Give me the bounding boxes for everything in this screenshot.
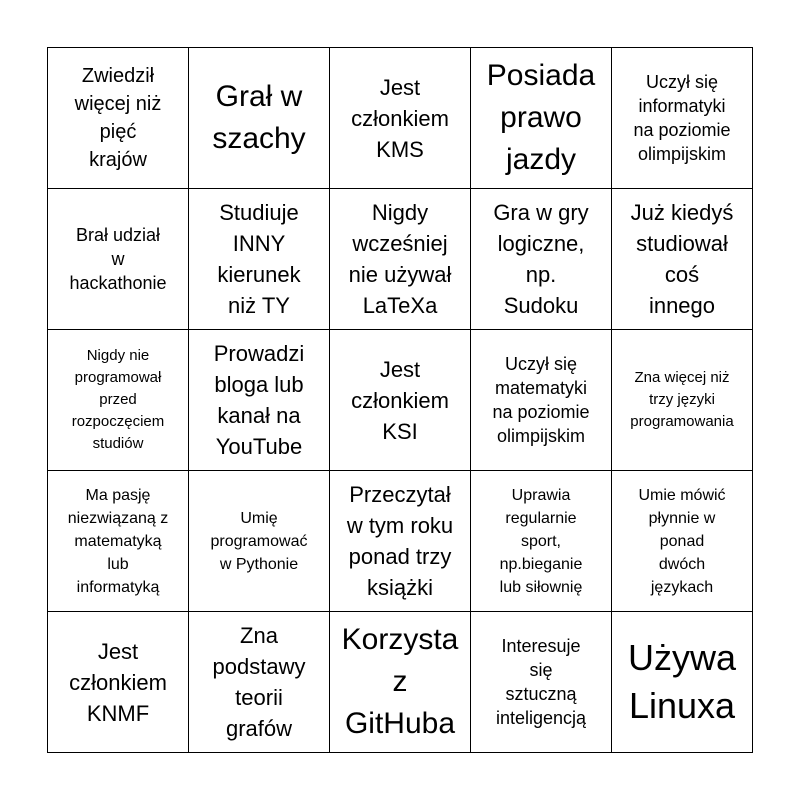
bingo-cell-text: Jest członkiem KSI bbox=[351, 356, 449, 444]
bingo-cell-r2c4[interactable] bbox=[471, 189, 612, 330]
bingo-cell-text: Nigdy nie programował przed rozpoczęciem studiów bbox=[71, 347, 165, 452]
bingo-cell-r1c5[interactable] bbox=[612, 48, 753, 189]
bingo-cell-text: Zwiedził więcej niż pięć krajów bbox=[74, 65, 162, 171]
bingo-cell-text: Prowadzi bloga lub kanał na YouTube bbox=[213, 341, 305, 459]
bingo-cell-text: Ma pasję niezwiązaną z matematyką lub informatyką bbox=[67, 486, 169, 596]
bingo-cell-r2c1[interactable] bbox=[48, 189, 189, 330]
bingo-cell-r1c1[interactable] bbox=[48, 48, 189, 189]
bingo-cell-text: Umie mówić płynnie w ponad dwóch językach bbox=[638, 486, 726, 596]
bingo-cell-r4c2[interactable] bbox=[189, 471, 330, 612]
bingo-cell-r2c5[interactable] bbox=[612, 189, 753, 330]
bingo-cell-text: Uczył się informatyki na poziomie olimpijskim bbox=[633, 72, 731, 164]
bingo-cell-text: Już kiedyś studiował coś innego bbox=[630, 200, 734, 318]
bingo-cell-r5c4[interactable] bbox=[471, 612, 612, 753]
bingo-cell-text: Uczył się matematyki na poziomie olimpijskim bbox=[492, 354, 590, 446]
bingo-cell-text: Posiada prawo jazdy bbox=[486, 59, 596, 176]
bingo-cell-r5c3[interactable] bbox=[330, 612, 471, 753]
bingo-cell-text: Uprawia regularnie sport, np.bieganie lub siłownię bbox=[499, 486, 583, 596]
bingo-cell-text: Umię programować w Pythonie bbox=[210, 509, 308, 573]
bingo-cell-r1c2[interactable] bbox=[189, 48, 330, 189]
bingo-cell-r2c2[interactable] bbox=[189, 189, 330, 330]
bingo-cell-text: Jest członkiem KMS bbox=[351, 74, 449, 162]
bingo-cell-text: Zna więcej niż trzy języki programowania bbox=[630, 369, 734, 430]
bingo-board bbox=[47, 47, 753, 753]
bingo-cell-r2c3[interactable] bbox=[330, 189, 471, 330]
bingo-cell-r3c5[interactable] bbox=[612, 330, 753, 471]
bingo-cell-r5c1[interactable] bbox=[48, 612, 189, 753]
bingo-cell-text: Korzysta z GitHuba bbox=[341, 623, 459, 740]
bingo-cell-r4c1[interactable] bbox=[48, 471, 189, 612]
bingo-cell-r4c3[interactable] bbox=[330, 471, 471, 612]
bingo-cell-r5c5[interactable] bbox=[612, 612, 753, 753]
bingo-cell-text: Grał w szachy bbox=[212, 80, 306, 155]
bingo-cell-r1c4[interactable] bbox=[471, 48, 612, 189]
bingo-cell-text: Gra w gry logiczne, np. Sudoku bbox=[493, 200, 589, 318]
bingo-cell-r1c3[interactable] bbox=[330, 48, 471, 189]
bingo-cell-text: Nigdy wcześniej nie używał LaTeXa bbox=[348, 200, 452, 318]
bingo-cell-r3c1[interactable] bbox=[48, 330, 189, 471]
bingo-cell-text: Zna podstawy teorii grafów bbox=[212, 623, 306, 741]
bingo-cell-r4c4[interactable] bbox=[471, 471, 612, 612]
bingo-cell-text: Brał udział w hackathonie bbox=[69, 225, 167, 293]
bingo-cell-r3c3[interactable] bbox=[330, 330, 471, 471]
bingo-cell-text: Używa Linuxa bbox=[627, 637, 737, 726]
bingo-cell-r3c4[interactable] bbox=[471, 330, 612, 471]
bingo-cell-r4c5[interactable] bbox=[612, 471, 753, 612]
bingo-cell-r3c2[interactable] bbox=[189, 330, 330, 471]
bingo-cell-text: Przeczytał w tym roku ponad trzy książki bbox=[346, 482, 454, 600]
bingo-cell-r5c2[interactable] bbox=[189, 612, 330, 753]
bingo-cell-text: Studiuje INNY kierunek niż TY bbox=[217, 200, 301, 318]
bingo-cell-text: Jest członkiem KNMF bbox=[69, 638, 167, 726]
bingo-cell-text: Interesuje się sztuczną inteligencją bbox=[495, 636, 587, 728]
